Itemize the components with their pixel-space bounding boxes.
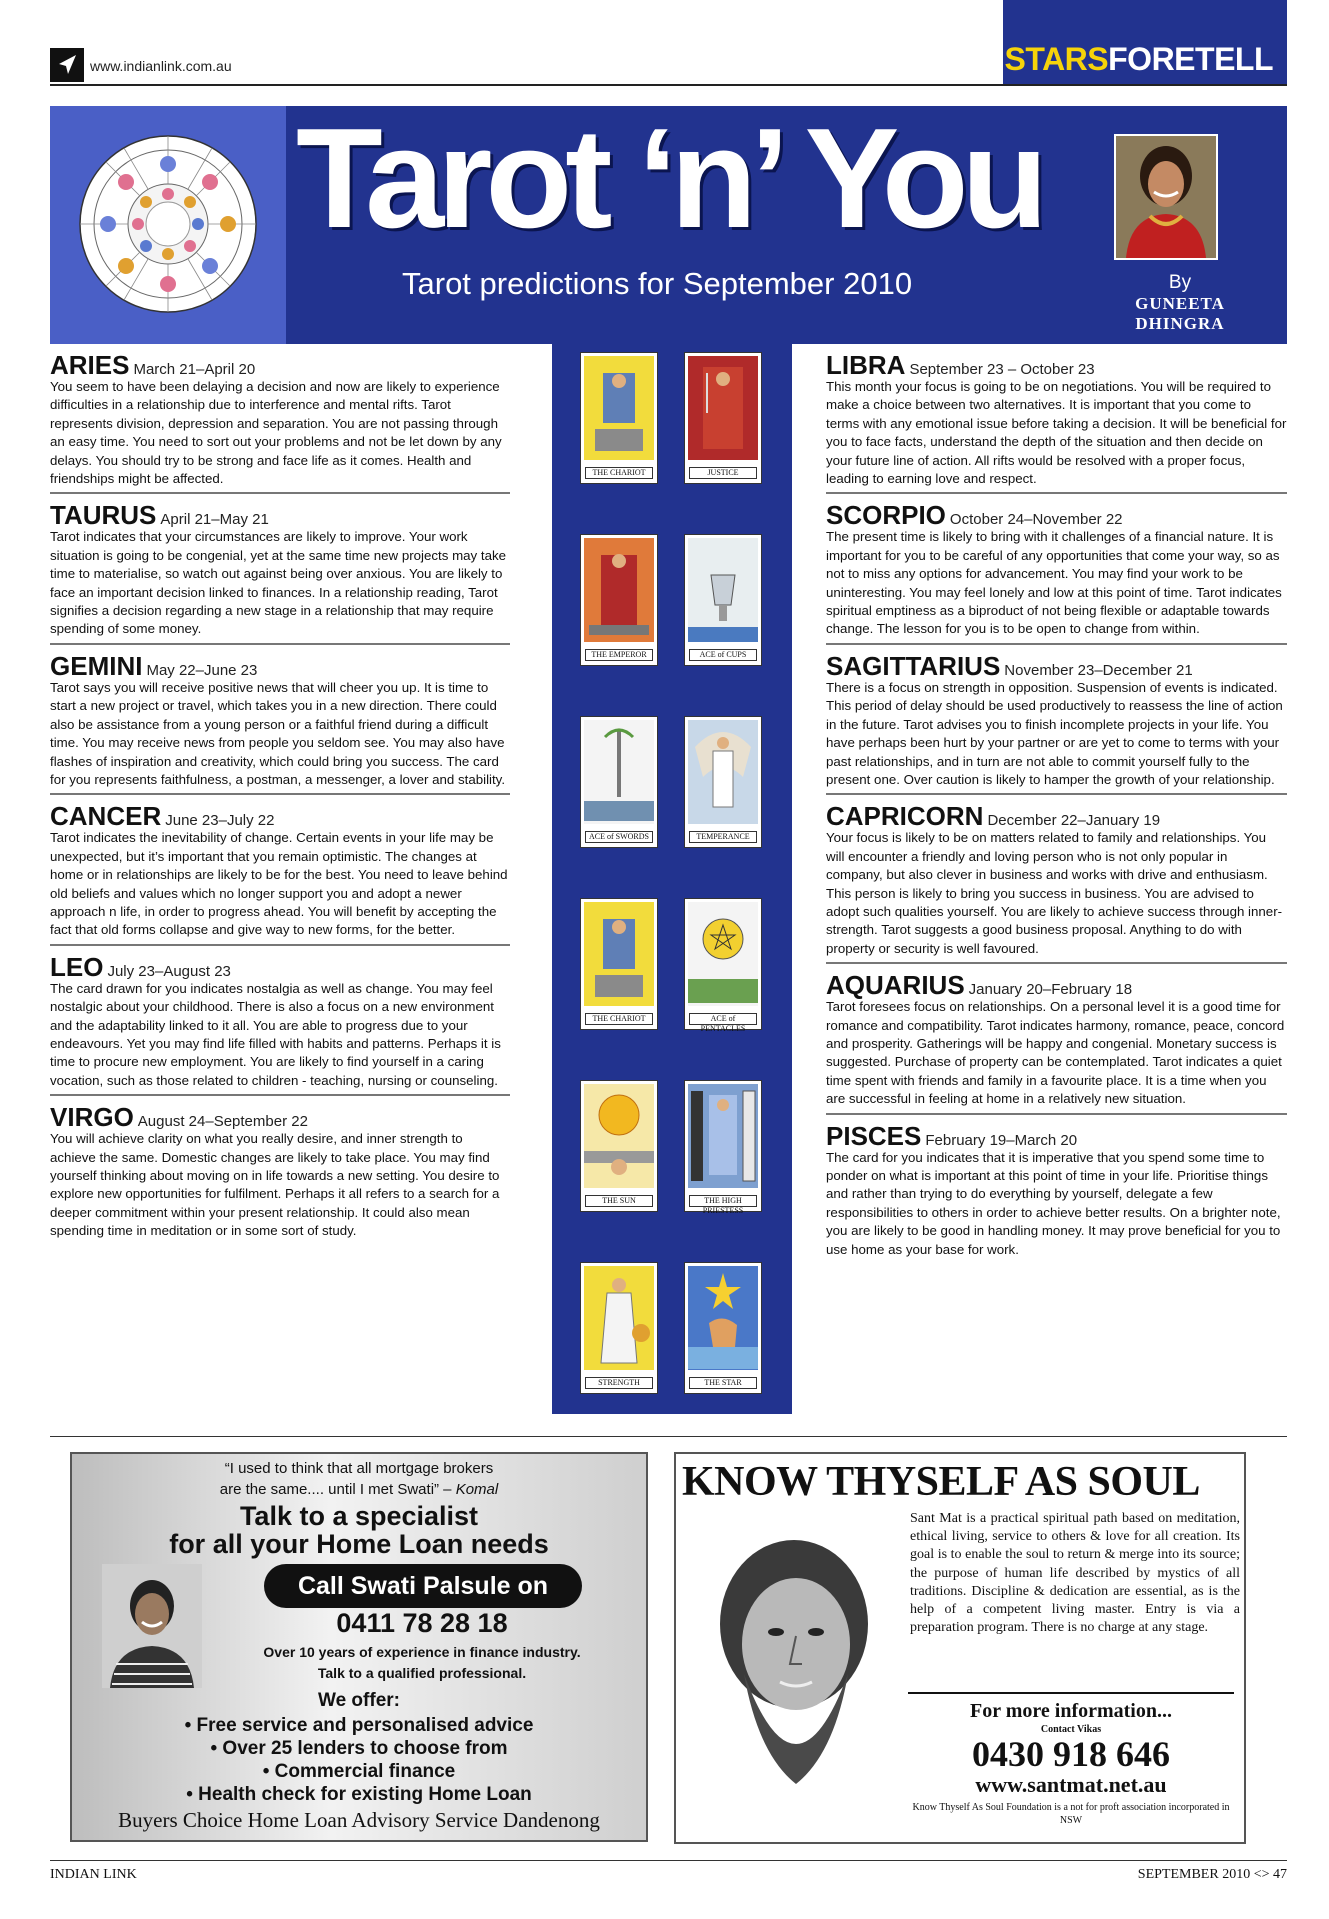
byline [1090,272,1270,334]
sign-name: PISCES [826,1120,922,1151]
sign-name: CAPRICORN [826,801,984,832]
sign-pisces [826,1120,1287,1263]
offer-list [72,1714,646,1806]
sign-date: May 22–June 23 [146,661,258,679]
sign-libra [826,352,1287,494]
sign-aries [50,352,510,494]
signs-left-column [50,352,510,1253]
quote-author: Komal [455,1481,499,1498]
card-label: THE HIGH PRIESTESS [689,1195,757,1207]
sign-text: Tarot indicates the inevitability of change. Certain events in your life may be unexpected, but it’s important that you remain optimistic. The changes at home or in relationships are likely to be for the best. You need to leave behind old beliefs and values which no longer support you and adopt a newer approach n life, in order to progress ahead. You will benefit by accepting the fact that old forms collapse and give way to new forms, for the better. [50,830,508,938]
phone-number[interactable]: 0430 918 646 [972,1734,1170,1774]
quote-line: are the same.... until I met Swati” – [219,1481,452,1498]
ad-title: KNOW THYSELF AS SOUL [682,1459,1200,1505]
list-item: • Free service and personalised advice [184,1715,534,1736]
sign-aquarius [826,972,1287,1114]
tarot-card-image [580,1262,658,1394]
list-item: • Health check for existing Home Loan [186,1784,532,1805]
sign-date: June 23–July 22 [165,812,275,830]
sign-date: August 24–September 22 [137,1113,308,1131]
sign-leo [50,951,510,1096]
section-foretell: FORETELL [1108,41,1273,77]
sign-text: There is a focus on strength in opposition. Suspension of events is indicated. This period of delay should be used productively to reassess the line of action in the future. Tarot advises you to finish incomplete projects in your life. You have perhaps been hurt by your partner or are yet to come to terms with your past relationships, and in turn are not able to commit yourself fully to the present one. Over caution is likely to hamper the growth of your relationship. [826,679,1283,787]
zodiac-panel [50,106,286,344]
sign-capricorn [826,803,1287,964]
tarot-card-image [580,898,658,1030]
tarot-card-image [684,534,762,666]
publication-name: INDIAN LINK [50,1867,137,1882]
tarot-card-image [684,716,762,848]
sign-cancer [50,803,510,945]
know-thyself-ad[interactable] [674,1452,1246,1844]
experience-line: Over 10 years of experience in finance industry. [263,1644,581,1660]
card-label: THE SUN [585,1195,653,1207]
sign-scorpio [826,502,1287,644]
card-label: TEMPERANCE [689,831,757,843]
card-label: THE STAR [689,1377,757,1389]
site-url-link[interactable]: www.indianlink.com.au [90,58,232,74]
foundation-note: Know Thyself As Soul Foundation is a not for proft association incorporated in NSW [912,1802,1230,1826]
sign-text: You seem to have been delaying a decision and now are likely to experience difficulties in a relationship due to interference and mental rifts. Tarot represents division, depression and separation. You are not passing through an easy time. You need to sort out your problems and not be let down by any delays. You should try to be strong and face life as it comes. Health and friendships might be affected. [50,379,502,487]
card-label: ACE of CUPS [689,649,757,661]
sign-text: Tarot indicates that your circumstances are likely to improve. Your work situation is going to be congenial, yet at the same time new projects may take time to materialise, so watch out against being over anxious. You are likely to face an important decision linked to finances. In a relationship reading, Tarot signifies a decision regarding a new stage in a relationship that may require spending of some money. [50,529,507,637]
sign-name: GEMINI [50,650,143,681]
card-label: JUSTICE [689,467,757,479]
sign-date: September 23 – October 23 [909,361,1095,378]
tarot-card-image [684,1080,762,1215]
experience-text [212,1642,632,1684]
card-label: THE EMPEROR [585,649,653,661]
sign-date: December 22–January 19 [987,812,1161,830]
tarot-card-image [580,534,658,666]
tarot-card-image [684,352,762,484]
card-label: THE CHARIOT [585,467,653,479]
sign-name: VIRGO [50,1102,134,1133]
guru-portrait [684,1514,906,1834]
sign-gemini [50,650,510,795]
ad-headline [72,1502,646,1558]
sign-virgo [50,1104,510,1244]
card-label: THE CHARIOT [585,1013,653,1025]
page-number: SEPTEMBER 2010 <> 47 [1137,1867,1287,1882]
page-footer [50,1860,1287,1882]
section-stars: STARS [1004,41,1109,77]
sign-name: LIBRA [826,350,906,380]
divider [908,1692,1234,1694]
signs-right-column [826,352,1287,1271]
sign-text: This month your focus is going to be on negotiations. You will be required to make a choice between two alternatives. It is important that you come to terms with any emotional issue before taking a decision. It will be beneficial for you to face facts, understand the depth of the situation and then decide on your future line of action. All rifts would be resolved with a proper focus, leading to earning love and respect. [826,379,1287,487]
ad-body-text: Sant Mat is a practical spiritual path based on meditation, ethical living, service to others & love for all creation. Its goal is to enable the soul to return & merge into its source; the purpose of human life described by mystics of all traditions. Discipline & dedication are essential, as is the help of a competent living master. Entry is via a preparation program. There is no charge at any stage. [910,1511,1240,1636]
page-subtitle: Tarot predictions for September 2010 [402,266,913,301]
sign-date: November 23–December 21 [1004,661,1193,679]
author-photo [1114,134,1218,260]
quote-line: “I used to think that all mortgage brokers [224,1460,494,1477]
tarot-card-image [684,898,762,1033]
section-divider [50,1436,1287,1437]
website-link[interactable]: www.santmat.net.au [975,1772,1167,1797]
list-item: • Commercial finance [262,1761,456,1782]
section-tag [1003,0,1287,84]
offer-title: We offer: [318,1690,400,1711]
headline-line: for all your Home Loan needs [169,1529,549,1559]
sign-sagittarius [826,650,1287,795]
tarot-card-image [580,1080,658,1212]
card-label: STRENGTH [585,1377,653,1389]
sign-name: SAGITTARIUS [826,650,1001,681]
testimonial-quote [72,1458,646,1500]
sign-name: CANCER [50,801,162,832]
tarot-card-image [580,352,658,484]
sign-text: The card drawn for you indicates nostalgia as well as change. You may feel nostalgic about your childhood. There is also a focus on a new environment and the adaptability linked to it all. You are able to progress due to your endeavours. Yet you may find life filled with habits and patterns. Perhaps it is time to procure new employment. You are likely to find yourself in a caring vocation, such as those related to children - teaching, nursing or counseling. [50,980,501,1088]
sign-name: LEO [50,951,104,982]
title-banner [50,99,1287,344]
byline-by: By [1168,272,1192,293]
tarot-card-image [580,716,658,848]
tarot-card-strip [552,344,792,1414]
author-name: GUNEETA DHINGRA [1135,294,1225,333]
tarot-card-image [684,1262,762,1394]
broker-photo [102,1564,202,1688]
phone-number[interactable]: 0411 78 28 18 [336,1608,508,1638]
list-item: • Over 25 lenders to choose from [210,1738,508,1759]
sign-text: The card for you indicates that it is imperative that you spend some time to ponder on what is important at this point of time in your life. Prioritise things and rather than trying to do everything by yourself, delegate a few responsibilities to others in order to achieve better results. On a brighter note, you are likely to be good in handling money. It may prove beneficial for you to use home as your base for work. [826,1149,1281,1257]
sign-taurus [50,502,510,644]
card-label: ACE of PENTACLES [689,1013,757,1025]
sign-date: October 24–November 22 [949,511,1123,529]
sign-text: Your focus is likely to be on matters related to family and relationships. You will encounter a friendly and loving person who is not only popular in company, but also clever in business and works with drive and enthusiasm. This person is likely to bring you success in business. You are advised to adopt such qualities yourself. You are likely to achieve success through inner-strength. Tarot suggests a good business proposal. Anything to do with property or security is well favoured. [826,830,1283,956]
call-button[interactable]: Call Swati Palsule on [264,1564,582,1608]
zodiac-wheel-icon [78,134,258,314]
card-label: ACE of SWORDS [585,831,653,843]
sign-name: AQUARIUS [826,970,965,1001]
headline-line: Talk to a specialist [239,1501,479,1531]
sign-date: March 21–April 20 [133,361,256,378]
home-loan-ad[interactable] [70,1452,648,1842]
more-info-heading: For more information... [969,1700,1172,1722]
sign-text: You will achieve clarity on what you really desire, and inner strength to achieve the same. Domestic changes are likely to take place. You may find yourself thinking about moving on in life towards a new setting. You desire to explore new opportunities for fulfilment. Perhaps it all refers to a search for a deeper commitment within your present relationship. It could also mean spending time in meditation or in some sort of study. [50,1131,500,1239]
sign-name: ARIES [50,350,130,380]
sign-date: January 20–February 18 [968,981,1133,999]
sign-date: February 19–March 20 [925,1131,1078,1149]
sign-name: TAURUS [50,500,157,531]
page-title: Tarot ‘n’ You [296,99,1042,258]
contact-block [908,1700,1234,1827]
sign-name: SCORPIO [826,500,946,531]
sign-date: April 21–May 21 [160,511,269,529]
arrow-pointer-icon [50,48,84,82]
sign-date: July 23–August 23 [107,962,231,980]
contact-name: Contact Vikas [1040,1724,1102,1735]
ad-company-name: Buyers Choice Home Loan Advisory Service Dandenong [118,1808,600,1832]
experience-line: Talk to a qualified professional. [317,1665,527,1681]
sign-text: The present time is likely to bring with it challenges of a financial nature. It is important for you to be careful of any opportunities that come your way, so as not to miss any options for advancement. You may find your work to be uninteresting. You may feel lonely and low at this point of time. Tarot indicates spiritual emptiness as a biproduct of not being flexible or adaptable towards change. The lesson for you is to be open to change from within. [826,529,1282,637]
sign-text: Tarot foresees focus on relationships. On a personal level it is a good time for romance and compatibility. Tarot indicates harmony, romance, peace, concord and prosperity. Gatherings will be happy and congenial. Monetary success is suggested. Purchase of property can be contemplated. Tarot indicates a quiet time spent with friends and family in a favourite place. It is a time when you are successful in feeling at home in a relatively new situation. [826,999,1285,1107]
sign-text: Tarot says you will receive positive news that will cheer you up. It is time to start a new project or travel, which takes you in a new direction. There could also be assistance from a young person or a faithful friend during a difficult time. You may receive news from people you seldom see. You may also have flashes of inspiration and creativity, which could bring you success. The card for you represents faithfulness, a postman, a messenger, a lover and stability. [50,679,506,787]
